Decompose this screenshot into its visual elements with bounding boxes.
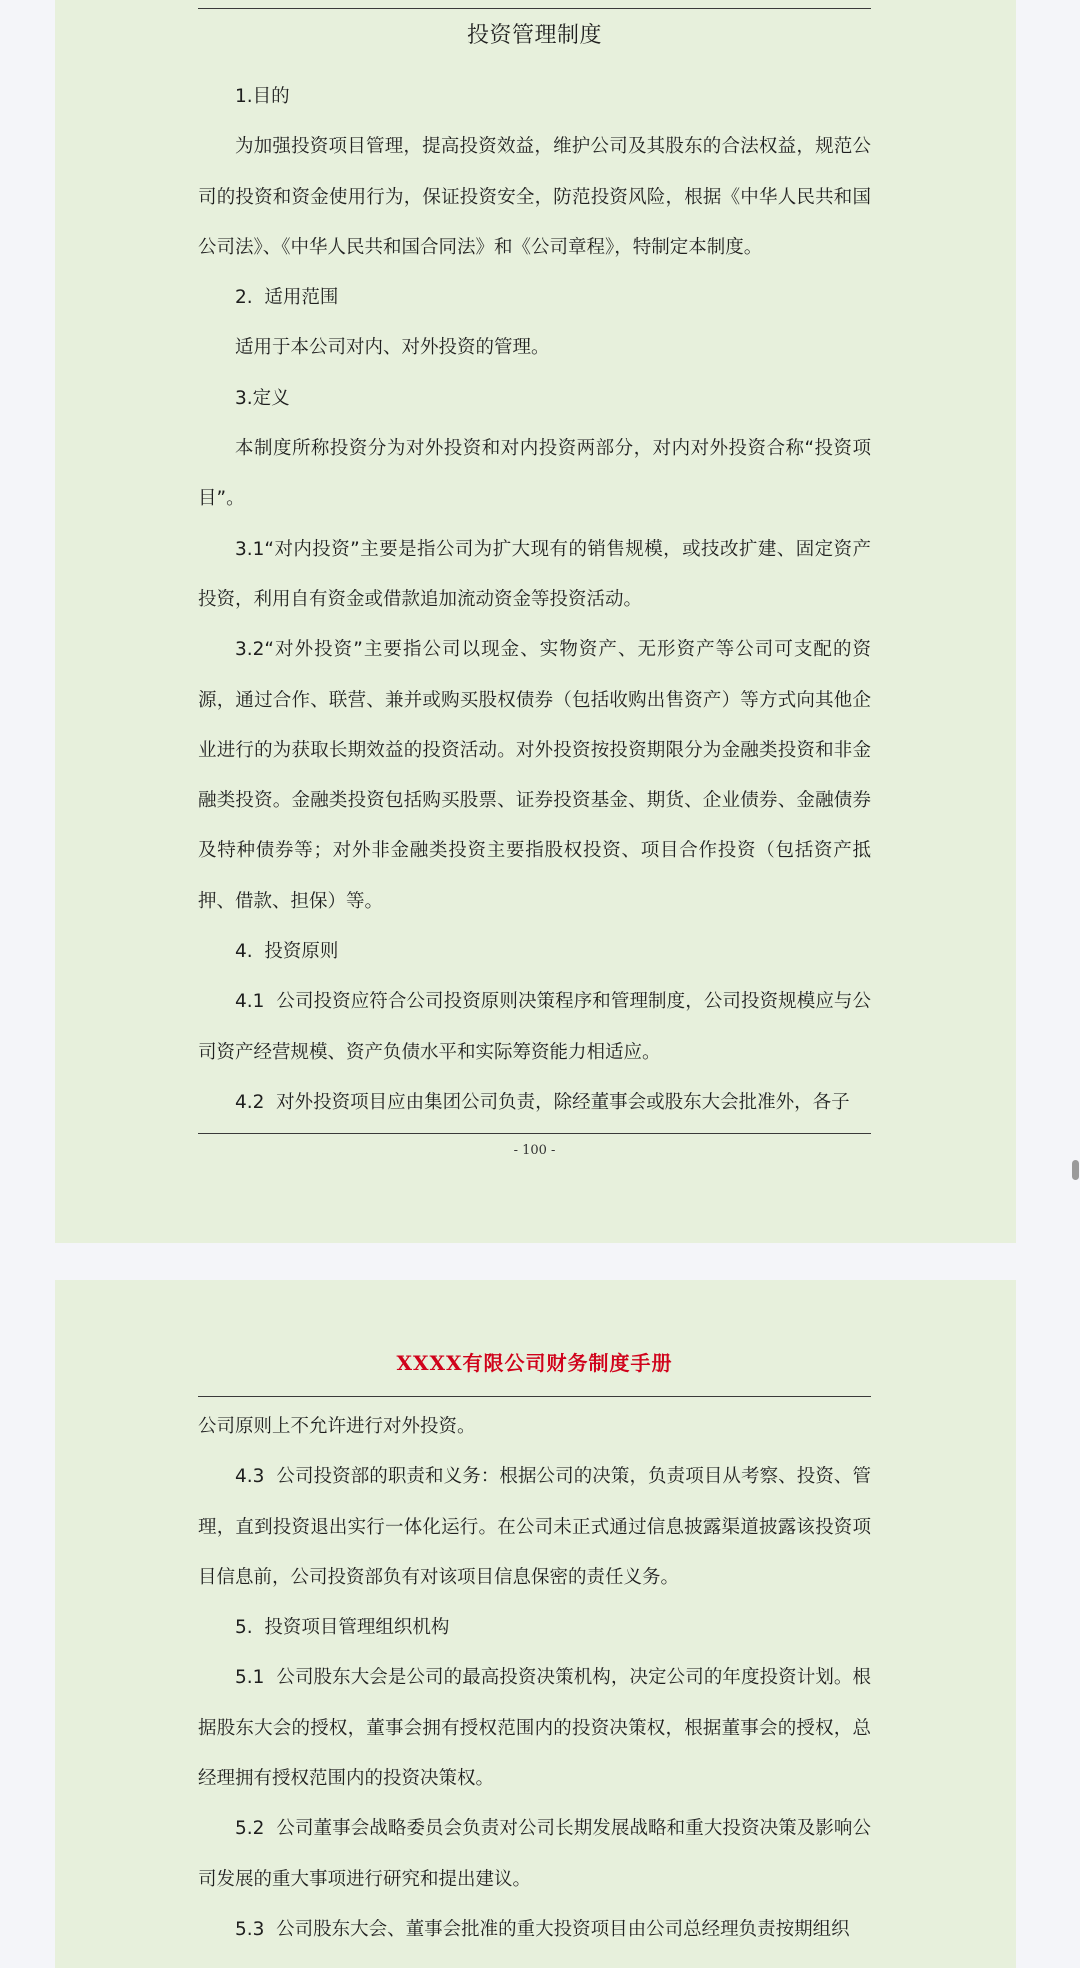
paragraph: 5.2 公司董事会战略委员会负责对公司长期发展战略和重大投资决策及影响公司发展的重大事项进行研究和提出建议。 <box>198 1818 871 1890</box>
paragraph: 5.3 公司股东大会、董事会批准的重大投资项目由公司总经理负责按期组织 <box>235 1918 850 1940</box>
page-body <box>198 72 871 1128</box>
paragraph: 4.1 公司投资应符合公司投资原则决策程序和管理制度，公司投资规模应与公司资产经营规模、资产负债水平和实际筹资能力相适应。 <box>198 991 871 1063</box>
paragraph: 1.目的 <box>235 86 290 107</box>
paragraph: 3.2“对外投资”主要指公司以现金、实物资产、无形资产等公司可支配的资源，通过合作、联营、兼并或购买股权债券（包括收购出售资产）等方式向其他企业进行的为获取长期效益的投资活动。对外投资按投资期限分为金融类投资和非金融类投资。金融类投资包括购买股票、证券投资基金、期货、企业债券、金融债券及特种债券等；对外非金融类投资主要指股权投资、项目合作投资（包括资产抵押、借款、担保）等。 <box>198 639 871 912</box>
page-body <box>198 1402 871 1955</box>
page-top-rule <box>198 8 871 9</box>
paragraph: 5. 投资项目管理组织机构 <box>235 1617 450 1639</box>
paragraph: 5.1 公司股东大会是公司的最高投资决策机构，决定公司的年度投资计划。根据股东大会的授权，董事会拥有授权范围内的投资决策权，根据董事会的授权，总经理拥有授权范围内的投资决策权。 <box>198 1667 871 1790</box>
paragraph: 为加强投资项目管理，提高投资效益，维护公司及其股东的合法权益，规范公司的投资和资金使用行为，保证投资安全，防范投资风险，根据《中华人民共和国公司法》、《中华人民共和国合同法》和《公司章程》，特制定本制度。 <box>198 136 871 258</box>
header-rule <box>198 1396 871 1397</box>
manual-header-title: XXXX有限公司财务制度手册 <box>396 1351 673 1375</box>
paragraph: 2. 适用范围 <box>235 287 339 309</box>
paragraph: 4. 投资原则 <box>235 941 339 963</box>
page-footer-rule <box>198 1133 871 1134</box>
page-number: - 100 - <box>513 1143 556 1158</box>
paragraph: 公司原则上不允许进行对外投资。 <box>198 1416 476 1437</box>
paragraph: 4.3 公司投资部的职责和义务：根据公司的决策，负责项目从考察、投资、管理，直到投资退出实行一体化运行。在公司未正式通过信息披露渠道披露该投资项目信息前，公司投资部负有对该项目信息保密的责任义务。 <box>198 1466 871 1588</box>
document-page <box>55 1280 1016 1968</box>
paragraph: 3.1“对内投资”主要是指公司为扩大现有的销售规模，或技改扩建、固定资产投资，利用自有资金或借款追加流动资金等投资活动。 <box>198 538 871 610</box>
paragraph: 3.定义 <box>235 387 290 409</box>
scrollbar-thumb[interactable] <box>1072 1160 1079 1180</box>
document-page <box>55 0 1016 1243</box>
paragraph: 4.2 对外投资项目应由集团公司负责，除经董事会或股东大会批准外，各子 <box>235 1091 850 1113</box>
paragraph: 适用于本公司对内、对外投资的管理。 <box>235 337 550 359</box>
paragraph: 本制度所称投资分为对外投资和对内投资两部分，对内对外投资合称“投资项目”。 <box>198 438 871 510</box>
document-title: 投资管理制度 <box>466 23 602 48</box>
